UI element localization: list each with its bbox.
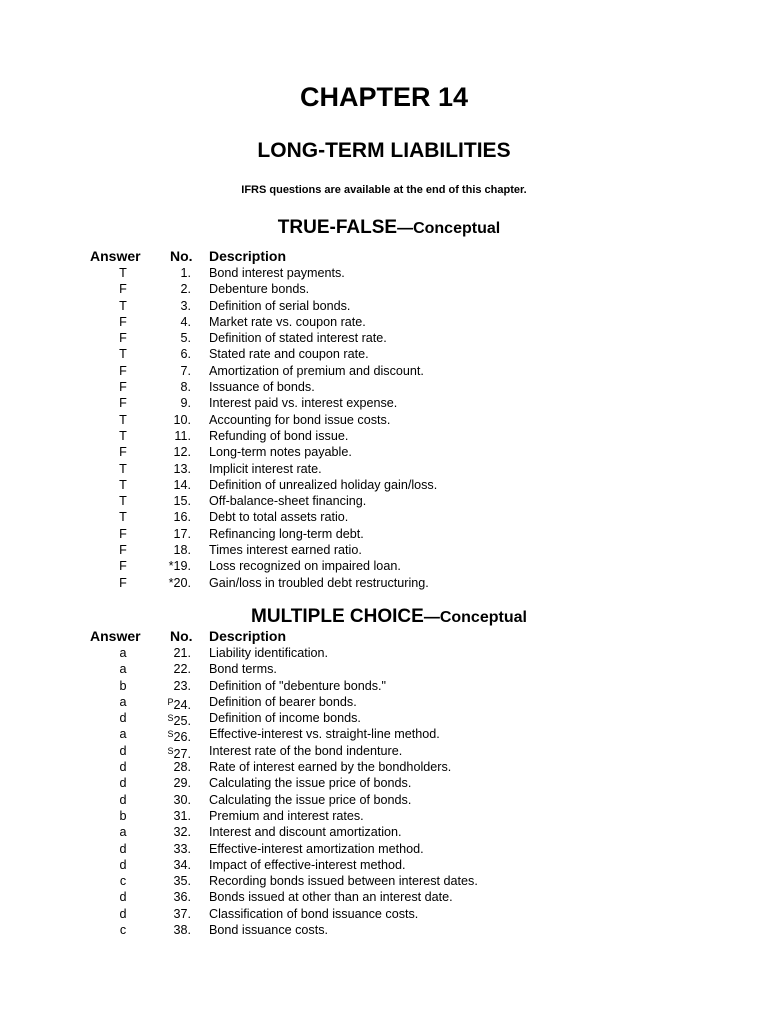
multiple-choice-heading-main: MULTIPLE CHOICE [251,606,424,627]
question-number: 3. [180,298,191,313]
answer-cell: d [119,760,127,775]
description-column-header: Description [209,628,287,644]
question-number-cell [173,808,191,824]
description-cell: Rate of interest earned by the bondholders. [209,760,452,775]
question-number: 30. [173,792,191,807]
answer-cell: T [119,428,127,443]
question-number-cell [173,792,191,808]
answer-cell: F [119,396,127,411]
question-number-cell [173,444,191,460]
question-number: 21. [173,646,191,660]
answer-cell: d [119,906,127,921]
question-prefix: S [167,745,174,756]
question-number-cell [180,265,191,281]
question-number: 5. [180,331,191,346]
true-false-heading [0,216,768,239]
question-number-cell [173,661,191,677]
chapter-title: CHAPTER 14 [299,82,469,112]
answer-cell: b [119,678,127,693]
question-number-cell [180,379,191,395]
question-number-cell [173,759,191,775]
question-number-cell [169,575,191,591]
answer-cell: T [119,298,127,313]
question-number: 23. [173,678,191,693]
true-false-table [0,248,768,591]
multiple-choice-heading [0,605,768,628]
question-number-cell [173,889,191,905]
question-number-cell [173,526,191,542]
description-cell: Issuance of bonds. [209,380,315,395]
description-cell: Interest rate of the bond indenture. [209,743,403,758]
answer-cell: F [119,314,127,329]
table-row [0,379,768,395]
question-number-cell [173,841,191,857]
table-row [0,873,768,889]
answer-cell: F [119,543,127,558]
description-cell: Debt to total assets ratio. [209,510,349,525]
description-cell: Impact of effective-interest method. [209,857,406,872]
question-number-cell [180,346,191,362]
answer-cell: d [119,776,127,791]
question-number-cell [169,558,191,574]
question-number-cell [173,493,191,509]
table-header [0,248,768,265]
answer-cell: F [119,526,127,541]
table-row [0,493,768,509]
question-number-cell [173,542,191,558]
description-cell: Effective-interest amortization method. [209,841,424,856]
description-cell: Refunding of bond issue. [209,428,349,443]
question-number-cell [173,678,191,694]
description-cell: Recording bonds issued between interest dates. [209,874,478,889]
question-number: 7. [180,363,191,378]
answer-cell: c [119,923,127,938]
question-number-cell [173,477,191,493]
table-row [0,661,768,677]
question-number: 2. [180,282,191,297]
table-row [0,710,768,729]
question-number: 18. [173,543,191,558]
answer-cell: F [119,331,127,346]
description-cell: Accounting for bond issue costs. [209,412,391,427]
question-number: 25. [173,714,191,729]
description-cell: Long-term notes payable. [209,445,352,460]
description-cell: Calculating the issue price of bonds. [209,776,412,791]
question-number-cell [173,775,191,791]
description-cell: Times interest earned ratio. [209,543,362,558]
answer-cell: T [119,510,127,525]
table-row [0,346,768,362]
description-cell: Definition of bearer bonds. [209,694,357,709]
question-number-cell [173,922,191,938]
question-number-cell [180,281,191,297]
true-false-heading-sub: —Conceptual [397,220,501,237]
description-cell: Gain/loss in troubled debt restructuring. [209,575,429,590]
table-row [0,726,768,745]
answer-cell: c [119,874,127,889]
answer-cell: d [119,743,127,758]
question-prefix: S [167,729,174,740]
answer-cell: T [119,494,127,509]
question-number: 26. [173,730,191,745]
description-cell: Bond terms. [209,662,277,677]
answer-cell: T [119,347,127,362]
description-cell: Classification of bond issuance costs. [209,906,419,921]
question-number: 32. [173,825,191,840]
answer-column-header: Answer [90,628,141,644]
question-number: 9. [180,396,191,411]
description-cell: Implicit interest rate. [209,461,322,476]
table-row [0,775,768,791]
question-number-cell [173,412,191,428]
answer-cell: T [119,412,127,427]
answer-cell: d [119,857,127,872]
description-cell: Stated rate and coupon rate. [209,347,369,362]
question-number-cell [173,873,191,889]
question-number-cell [180,314,191,330]
description-cell: Loss recognized on impaired loan. [209,559,401,574]
description-cell: Definition of income bonds. [209,711,361,726]
table-row [0,509,768,525]
table-header [0,628,768,645]
table-row [0,363,768,379]
description-cell: Definition of serial bonds. [209,298,351,313]
question-number-cell [173,461,191,477]
table-row [0,922,768,938]
question-number-cell [180,330,191,346]
table-row [0,792,768,808]
answer-cell: T [119,461,127,476]
answer-cell: F [119,363,127,378]
table-row [0,542,768,558]
table-row [0,477,768,493]
question-number: 15. [173,494,191,509]
table-row [0,743,768,759]
answer-cell: d [119,890,127,905]
question-number-cell [173,645,191,661]
table-row [0,444,768,460]
table-row [0,558,768,574]
table-row [0,330,768,346]
table-row [0,841,768,857]
question-number: 24. [173,697,191,712]
table-row [0,461,768,477]
answer-cell: b [119,808,127,823]
question-number: *20. [168,575,191,590]
table-row [0,678,768,694]
table-row [0,645,768,661]
table-row [0,889,768,905]
table-row [0,265,768,281]
ifrs-note: IFRS questions are available at the end of this chapter. [241,184,527,196]
question-number: 35. [173,874,191,889]
table-row [0,808,768,824]
description-cell: Refinancing long-term debt. [209,526,364,541]
question-number: 6. [180,347,191,362]
question-prefix: P [167,696,174,707]
question-number: 12. [173,445,191,460]
table-row [0,412,768,428]
table-row [0,759,768,775]
answer-cell: F [119,575,127,590]
question-number: 10. [173,412,191,427]
description-cell: Interest and discount amortization. [209,825,402,840]
description-cell: Liability identification. [209,646,329,660]
question-number: 36. [173,890,191,905]
question-number: 29. [173,776,191,791]
true-false-heading-main: TRUE-FALSE [277,217,398,238]
answer-cell: F [119,445,127,460]
table-row [0,298,768,314]
number-column-header: No. [170,628,193,644]
question-number-cell [180,298,191,314]
description-cell: Off-balance-sheet financing. [209,494,367,509]
table-row [0,428,768,444]
answer-cell: d [119,711,127,726]
answer-cell: F [119,282,127,297]
description-cell: Amortization of premium and discount. [209,363,424,378]
question-number: 34. [173,857,191,872]
question-number-cell [180,363,191,379]
answer-column-header: Answer [90,248,141,264]
question-number: 22. [173,662,191,677]
question-number: 8. [180,380,191,395]
table-row [0,824,768,840]
description-cell: Bond interest payments. [209,266,345,280]
description-cell: Market rate vs. coupon rate. [209,314,366,329]
answer-cell: a [119,825,127,840]
description-cell: Effective-interest vs. straight-line method. [209,727,440,742]
table-row [0,575,768,591]
chapter-subtitle: LONG-TERM LIABILITIES [257,139,511,162]
description-cell: Debenture bonds. [209,282,310,297]
answer-cell: a [119,727,127,742]
multiple-choice-table [0,628,768,938]
description-cell: Bonds issued at other than an interest date. [209,890,453,905]
answer-cell: a [119,662,127,677]
table-row [0,906,768,922]
question-number: 37. [173,906,191,921]
question-number-cell [173,906,191,922]
question-number-cell [180,395,191,411]
description-column-header: Description [209,248,287,264]
question-number: 13. [173,461,191,476]
table-row [0,694,768,710]
question-number: 27. [173,746,191,761]
answer-cell: d [119,792,127,807]
description-cell: Definition of unrealized holiday gain/loss. [209,477,438,492]
table-row [0,857,768,873]
description-cell: Bond issuance costs. [209,923,329,938]
answer-cell: T [119,266,127,280]
description-cell: Interest paid vs. interest expense. [209,396,398,411]
answer-cell: a [119,694,127,709]
number-column-header: No. [170,248,193,264]
question-number: 38. [173,923,191,938]
question-number: 33. [173,841,191,856]
question-number-cell [173,824,191,840]
answer-cell: F [119,380,127,395]
table-row [0,314,768,330]
question-number: 17. [173,526,191,541]
question-number: 14. [173,477,191,492]
question-number: 1. [180,266,191,280]
question-number: 16. [173,510,191,525]
question-number-cell [173,509,191,525]
answer-cell: a [119,646,127,660]
description-cell: Definition of "debenture bonds." [209,678,386,693]
question-number: 11. [174,428,191,443]
question-number: 31. [173,808,191,823]
question-number: 28. [173,760,191,775]
answer-cell: T [119,477,127,492]
question-number-cell [174,428,191,444]
question-prefix: S [167,713,174,724]
question-number-cell [173,857,191,873]
table-row [0,526,768,542]
question-number: 4. [180,314,191,329]
description-cell: Calculating the issue price of bonds. [209,792,412,807]
multiple-choice-heading-sub: —Conceptual [423,609,527,626]
table-row [0,281,768,297]
description-cell: Premium and interest rates. [209,808,364,823]
multiple-choice-rows [0,645,768,938]
question-number: *19. [168,559,191,574]
answer-cell: d [119,841,127,856]
answer-cell: F [119,559,127,574]
true-false-rows [0,265,768,591]
description-cell: Definition of stated interest rate. [209,331,387,346]
table-row [0,395,768,411]
